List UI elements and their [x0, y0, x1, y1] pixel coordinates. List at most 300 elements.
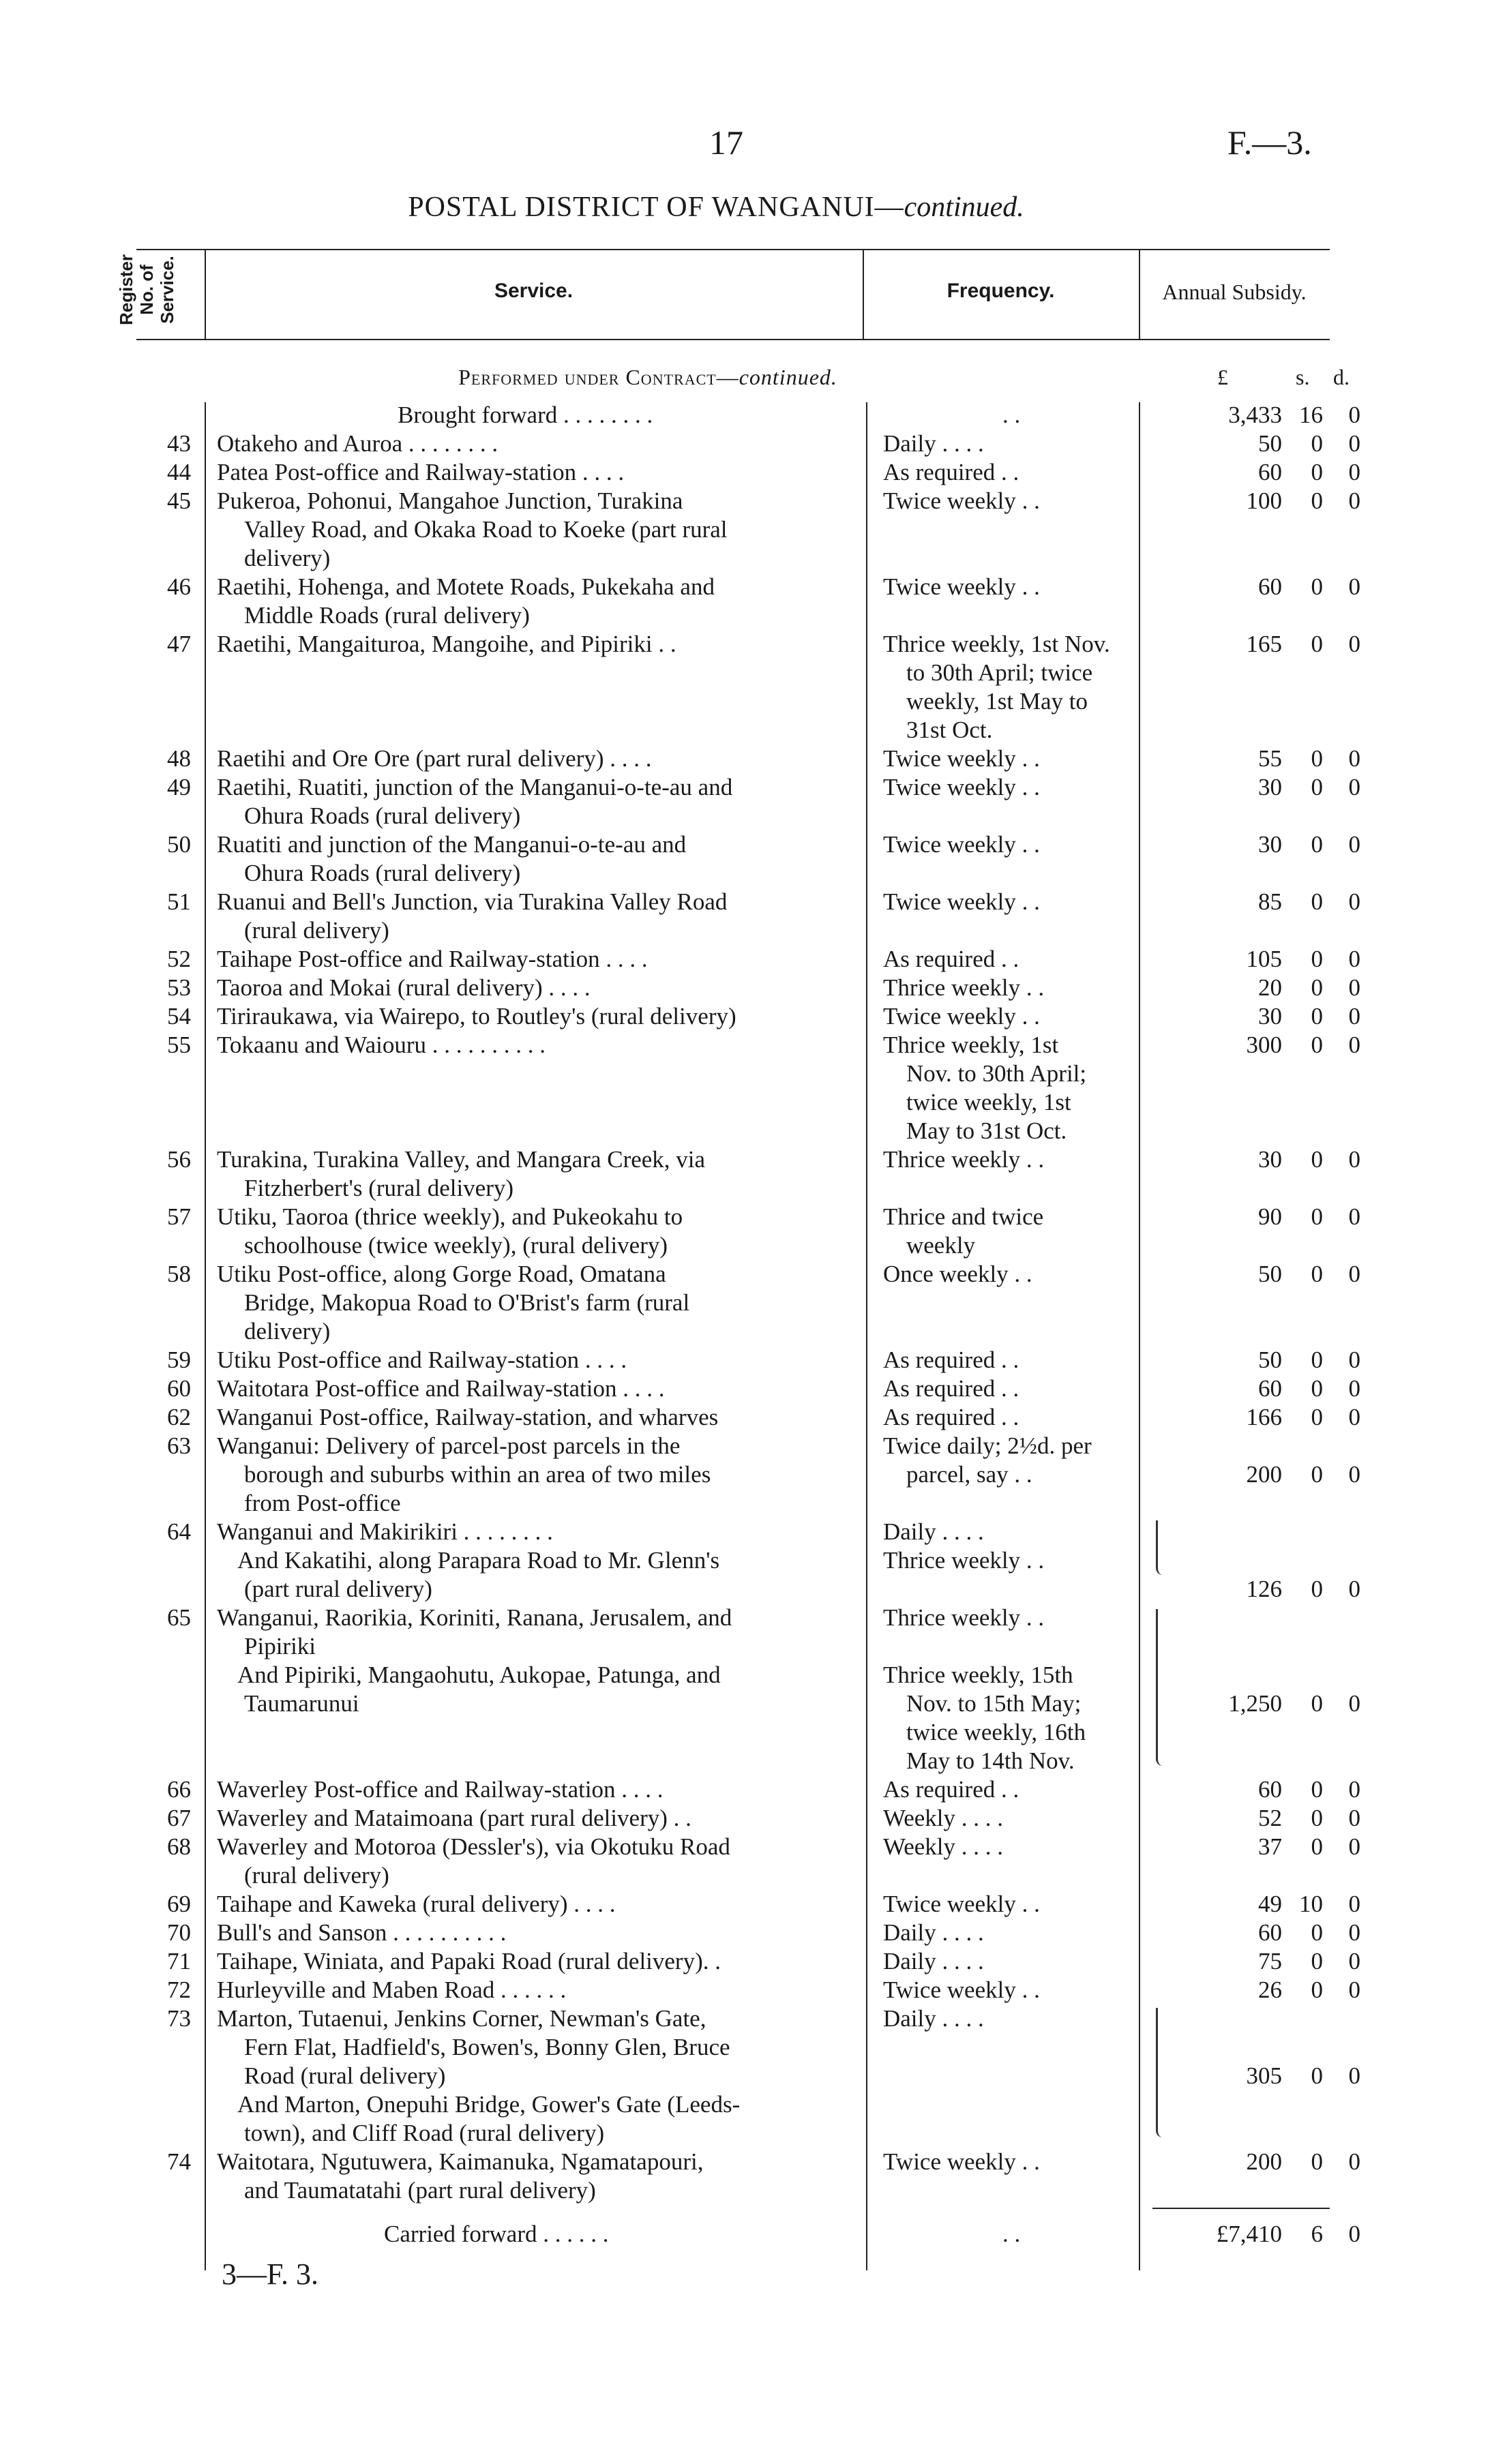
register-number: 70 — [167, 1919, 191, 1946]
service-line: town), and Cliff Road (rural delivery) — [244, 2120, 605, 2146]
frequency-line: Nov. to 15th May; — [906, 1690, 1082, 1717]
service-line: Pipiriki — [244, 1633, 316, 1659]
frequency-line: 31st Oct. — [906, 717, 993, 743]
service-line: Valley Road, and Okaka Road to Koeke (part rural — [244, 516, 728, 543]
frequency-line: . . — [1002, 2221, 1021, 2247]
frequency-cell — [883, 430, 1135, 458]
service-line: Utiku, Taoroa (thrice weekly), and Pukeokahu to — [217, 1203, 683, 1230]
frequency-line: Thrice weekly . . — [883, 974, 1045, 1001]
subsidy-shillings: 0 — [1311, 1776, 1323, 1803]
service-line: Hurleyville and Maben Road . . . . . . — [217, 1977, 567, 2003]
subsidy-pence: 0 — [1348, 1919, 1360, 1946]
service-line: Taihape, Winiata, and Papaki Road (rural delivery). . — [217, 1948, 721, 1974]
frequency-line: Thrice weekly, 1st Nov. — [883, 631, 1110, 657]
service-cell — [217, 1002, 848, 1031]
subsidy-shillings: 0 — [1311, 946, 1323, 972]
frequency-line: May to 14th Nov. — [906, 1747, 1075, 1774]
subsidy-pence: 0 — [1348, 831, 1360, 858]
subsidy-shillings: 0 — [1311, 631, 1323, 657]
service-line: (rural delivery) — [244, 917, 389, 944]
frequency-line: Thrice weekly, 15th — [883, 1662, 1073, 1688]
service-line: Brought forward . . . . . . . . — [398, 402, 653, 428]
subsidy-shillings: 0 — [1311, 430, 1323, 457]
frequency-cell — [883, 1775, 1135, 1804]
register-number: 46 — [167, 573, 191, 600]
register-number: 50 — [167, 831, 191, 858]
subsidy-pence: 0 — [1348, 774, 1360, 800]
service-line: Ohura Roads (rural delivery) — [244, 802, 521, 829]
service-line: Road (rural delivery) — [244, 2062, 446, 2089]
frequency-cell — [883, 1432, 1135, 1489]
service-cell — [217, 1833, 848, 1890]
service-cell — [217, 1919, 848, 1947]
subsidy-pence: 0 — [1348, 1690, 1360, 1717]
page-title: POSTAL DISTRICT OF WANGANUI—continued. — [408, 192, 1024, 223]
service-line: delivery) — [244, 545, 331, 571]
subsidy-pence: 0 — [1348, 1375, 1360, 1402]
frequency-cell — [883, 1890, 1135, 1919]
subsidy-pounds: £7,410 — [1216, 2221, 1282, 2247]
subsidy-pounds: 60 — [1258, 1919, 1282, 1946]
subsidy-shillings: 0 — [1311, 1576, 1323, 1602]
service-cell — [217, 2004, 848, 2148]
subsidy-pounds: 30 — [1258, 831, 1282, 858]
service-line: (rural delivery) — [244, 1862, 389, 1889]
frequency-cell — [883, 830, 1135, 859]
service-line: Patea Post-office and Railway-station . . . . — [217, 459, 625, 485]
register-number: 47 — [167, 631, 191, 657]
subsidy-pence: 0 — [1348, 1891, 1360, 1917]
subsidy-pounds: 60 — [1258, 459, 1282, 485]
subsidy-shillings: 0 — [1311, 1833, 1323, 1860]
subsidy-pence: 0 — [1348, 1404, 1360, 1430]
subsidy-pence: 0 — [1348, 1833, 1360, 1860]
frequency-line: As required . . — [883, 1776, 1019, 1803]
register-number: 51 — [167, 888, 191, 915]
service-line: Utiku Post-office and Railway-station . . . . — [217, 1347, 627, 1373]
service-cell — [217, 430, 848, 458]
register-number: 53 — [167, 974, 191, 1001]
subsidy-pence: 0 — [1348, 631, 1360, 657]
frequency-line: parcel, say . . — [906, 1461, 1032, 1488]
service-line: Ruatiti and junction of the Manganui-o-te-au and — [217, 831, 687, 858]
frequency-line: Weekly . . . . — [883, 1805, 1004, 1831]
service-line: Raetihi, Mangaituroa, Mangoihe, and Pipiriki . . — [217, 631, 676, 657]
frequency-line: As required . . — [883, 1375, 1019, 1402]
service-cell — [217, 745, 848, 773]
column-rule — [205, 402, 206, 2270]
service-line: And Pipiriki, Mangaohutu, Aukopae, Patunga, and — [237, 1662, 721, 1688]
frequency-line: Thrice weekly . . — [883, 1146, 1045, 1173]
frequency-line: As required . . — [883, 946, 1019, 972]
service-line: delivery) — [244, 1318, 331, 1344]
service-cell — [217, 1804, 848, 1833]
subsidy-shillings: 10 — [1299, 1891, 1323, 1917]
subsidy-shillings: 0 — [1311, 745, 1323, 772]
register-number: 74 — [167, 2148, 191, 2175]
subsidy-shillings: 16 — [1299, 402, 1323, 428]
register-number: 48 — [167, 745, 191, 772]
frequency-cell — [883, 1346, 1135, 1374]
subsidy-pounds: 166 — [1246, 1404, 1282, 1430]
register-number: 56 — [167, 1146, 191, 1173]
service-cell — [217, 773, 848, 830]
unit-shillings: s. — [1296, 365, 1310, 389]
frequency-line: Thrice weekly . . — [883, 1604, 1045, 1631]
register-number: 63 — [167, 1432, 191, 1459]
register-number: 43 — [167, 430, 191, 457]
frequency-line: Twice weekly . . — [883, 1977, 1040, 2003]
frequency-cell — [883, 888, 1135, 916]
frequency-cell — [883, 1203, 1135, 1260]
frequency-line: weekly, 1st May to — [906, 688, 1088, 715]
register-number: 44 — [167, 459, 191, 485]
register-number: 65 — [167, 1604, 191, 1631]
subsidy-pounds: 50 — [1258, 1261, 1282, 1287]
service-cell — [217, 1145, 848, 1203]
subsidy-pounds: 30 — [1258, 774, 1282, 800]
subsidy-pounds: 126 — [1246, 1576, 1282, 1602]
service-cell — [217, 1031, 848, 1060]
subsidy-shillings: 0 — [1311, 1146, 1323, 1173]
subsidy-pounds: 30 — [1258, 1003, 1282, 1030]
service-cell — [217, 401, 1028, 430]
page-number: 17 — [709, 123, 743, 162]
subsidy-pence: 0 — [1348, 430, 1360, 457]
subsidy-pounds: 60 — [1258, 573, 1282, 600]
service-cell — [217, 830, 848, 888]
subsidy-pounds: 20 — [1258, 974, 1282, 1001]
service-line: Raetihi and Ore Ore (part rural delivery) . . . . — [217, 745, 652, 772]
subsidy-pence: 0 — [1348, 2221, 1360, 2247]
frequency-cell — [883, 1260, 1135, 1289]
subsidy-shillings: 0 — [1311, 1203, 1323, 1230]
subsidy-shillings: 0 — [1311, 1003, 1323, 1030]
frequency-line: Twice weekly . . — [883, 573, 1040, 600]
service-line: Waitotara Post-office and Railway-station . . . . — [217, 1375, 665, 1402]
register-number: 59 — [167, 1347, 191, 1373]
service-line: borough and suburbs within an area of two miles — [244, 1461, 711, 1488]
frequency-line: to 30th April; twice — [906, 659, 1093, 686]
register-number: 69 — [167, 1891, 191, 1917]
column-header-service: Service. — [494, 280, 573, 302]
frequency-line: Daily . . . . — [883, 430, 984, 457]
frequency-cell — [883, 2148, 1135, 2176]
frequency-cell — [883, 745, 1135, 773]
frequency-line: Twice weekly . . — [883, 831, 1040, 858]
service-cell — [217, 1976, 848, 2004]
register-number: 49 — [167, 774, 191, 800]
service-line: (part rural delivery) — [244, 1576, 432, 1602]
subsidy-pence: 0 — [1348, 974, 1360, 1001]
frequency-line: . . — [1002, 402, 1021, 428]
subsidy-pence: 0 — [1348, 1203, 1360, 1230]
service-cell — [217, 945, 848, 974]
subsidy-pence: 0 — [1348, 2148, 1360, 2175]
frequency-line: twice weekly, 16th — [906, 1719, 1086, 1745]
subsidy-pence: 0 — [1348, 573, 1360, 600]
frequency-cell — [883, 630, 1135, 745]
service-line: and Taumatatahi (part rural delivery) — [244, 2177, 596, 2204]
service-line: Turakina, Turakina Valley, and Mangara Creek, via — [217, 1146, 706, 1173]
register-number: 54 — [167, 1003, 191, 1030]
subsidy-pounds: 26 — [1258, 1977, 1282, 2003]
service-line: Fitzherbert's (rural delivery) — [244, 1175, 514, 1201]
service-cell — [217, 1890, 848, 1919]
subsidy-pence: 0 — [1348, 745, 1360, 772]
service-line: Raetihi, Ruatiti, junction of the Manganui-o-te-au and — [217, 774, 733, 800]
subsidy-pence: 0 — [1348, 487, 1360, 514]
service-line: Wanganui and Makirikiri . . . . . . . . — [217, 1518, 553, 1545]
frequency-line: Twice weekly . . — [883, 774, 1040, 800]
frequency-line: Thrice weekly, 1st — [883, 1032, 1059, 1058]
service-line: And Marton, Onepuhi Bridge, Gower's Gate (Leeds- — [237, 2091, 741, 2118]
frequency-cell — [883, 458, 1135, 487]
frequency-cell — [883, 1947, 1135, 1976]
frequency-cell — [883, 1374, 1135, 1403]
column-header-register: Register No. of Service. — [116, 254, 177, 326]
subsidy-pence: 0 — [1348, 888, 1360, 915]
frequency-line — [883, 1632, 1135, 1661]
frequency-cell — [883, 773, 1135, 802]
subsidy-pence: 0 — [1348, 1347, 1360, 1373]
register-number: 62 — [167, 1404, 191, 1430]
subsidy-pence: 0 — [1348, 1003, 1360, 1030]
subsidy-shillings: 0 — [1311, 2148, 1323, 2175]
frequency-cell — [883, 1145, 1135, 1174]
frequency-line: Twice weekly . . — [883, 1891, 1040, 1917]
frequency-line: As required . . — [883, 459, 1019, 485]
subsidy-pounds: 100 — [1246, 487, 1282, 514]
subsidy-pounds: 50 — [1258, 1347, 1282, 1373]
column-rule — [866, 402, 867, 2270]
subsidy-shillings: 0 — [1311, 1977, 1323, 2003]
register-number: 64 — [167, 1518, 191, 1545]
service-line: Raetihi, Hohenga, and Motete Roads, Pukekaha and — [217, 573, 715, 600]
frequency-line: As required . . — [883, 1347, 1019, 1373]
service-cell — [217, 573, 848, 630]
service-line: Marton, Tutaenui, Jenkins Corner, Newman's Gate, — [217, 2005, 706, 2032]
brace — [1156, 1609, 1169, 1766]
service-line: Middle Roads (rural delivery) — [244, 602, 530, 629]
subsidy-pounds: 85 — [1258, 888, 1282, 915]
service-line: Taoroa and Mokai (rural delivery) . . . . — [217, 974, 591, 1001]
subsidy-pounds: 52 — [1258, 1805, 1282, 1831]
subsidy-pounds: 105 — [1246, 946, 1282, 972]
subsidy-shillings: 0 — [1311, 774, 1323, 800]
unit-pence: d. — [1333, 365, 1350, 389]
footer-reference: 3—F. 3. — [222, 2257, 318, 2291]
subsidy-pounds: 165 — [1246, 631, 1282, 657]
header-bottom-rule — [136, 339, 1330, 340]
service-cell — [217, 974, 848, 1002]
subsidy-shillings: 0 — [1311, 1347, 1323, 1373]
subsidy-shillings: 0 — [1311, 1032, 1323, 1058]
register-number: 57 — [167, 1203, 191, 1230]
service-cell — [217, 2148, 848, 2205]
frequency-line: Daily . . . . — [883, 1948, 984, 1974]
subsidy-pounds: 60 — [1258, 1375, 1282, 1402]
frequency-line: Twice weekly . . — [883, 487, 1040, 514]
service-cell — [217, 1432, 848, 1518]
subsidy-shillings: 0 — [1311, 2062, 1323, 2089]
subsidy-shillings: 0 — [1311, 831, 1323, 858]
service-cell — [217, 1775, 848, 1804]
frequency-line: Twice weekly . . — [883, 1003, 1040, 1030]
subsidy-shillings: 0 — [1311, 888, 1323, 915]
service-cell — [217, 1604, 848, 1718]
subsidy-pounds: 60 — [1258, 1776, 1282, 1803]
register-number: 72 — [167, 1977, 191, 2003]
frequency-line: Thrice weekly . . — [883, 1547, 1045, 1574]
service-line: Waverley and Mataimoana (part rural delivery) . . — [217, 1805, 691, 1831]
service-line: Wanganui Post-office, Railway-station, and wharves — [217, 1404, 719, 1430]
service-line: Taumarunui — [244, 1690, 359, 1717]
service-cell — [217, 1374, 848, 1403]
frequency-line: twice weekly, 1st — [906, 1089, 1071, 1115]
register-number: 52 — [167, 946, 191, 972]
total-rule — [1152, 2208, 1330, 2209]
subsidy-pence: 0 — [1348, 1576, 1360, 1602]
register-number: 60 — [167, 1375, 191, 1402]
service-line: Pukeroa, Pohonui, Mangahoe Junction, Turakina — [217, 487, 683, 514]
frequency-cell — [883, 945, 1135, 974]
register-number: 68 — [167, 1833, 191, 1860]
column-header-subsidy: Annual Subsidy. — [1162, 280, 1307, 304]
column-header-frequency: Frequency. — [947, 280, 1055, 302]
service-cell — [217, 630, 848, 659]
service-line: Fern Flat, Hadfield's, Bowen's, Bonny Glen, Bruce — [244, 2034, 730, 2060]
service-cell — [217, 1346, 848, 1374]
service-line: Tiriraukawa, via Wairepo, to Routley's (rural delivery) — [217, 1003, 736, 1030]
register-number: 71 — [167, 1948, 191, 1974]
service-line: Waverley Post-office and Railway-station . . . . — [217, 1776, 664, 1803]
subsidy-shillings: 0 — [1311, 573, 1323, 600]
subsidy-pounds: 90 — [1258, 1203, 1282, 1230]
subsidy-shillings: 0 — [1311, 1690, 1323, 1717]
frequency-line: Nov. to 30th April; — [906, 1060, 1087, 1087]
subsidy-pence: 0 — [1348, 1261, 1360, 1287]
subsidy-pounds: 37 — [1258, 1833, 1282, 1860]
section-heading: Performed under Contract—continued. — [458, 365, 837, 389]
subsidy-pence: 0 — [1348, 1948, 1360, 1974]
service-cell — [217, 2220, 1015, 2249]
register-number: 66 — [167, 1776, 191, 1803]
frequency-line: Twice weekly . . — [883, 745, 1040, 772]
service-line: Ruanui and Bell's Junction, via Turakina Valley Road — [217, 888, 728, 915]
brace — [1156, 1520, 1169, 1575]
frequency-line: May to 31st Oct. — [906, 1117, 1067, 1144]
subsidy-shillings: 0 — [1311, 487, 1323, 514]
service-line: And Kakatihi, along Parapara Road to Mr. Glenn's — [237, 1547, 720, 1574]
service-cell — [217, 888, 848, 945]
service-line: Wanganui, Raorikia, Koriniti, Ranana, Jerusalem, and — [217, 1604, 732, 1631]
frequency-cell — [883, 1002, 1135, 1031]
frequency-line: Twice daily; 2½d. per — [883, 1432, 1092, 1459]
frequency-cell — [883, 573, 1135, 601]
subsidy-pence: 0 — [1348, 2062, 1360, 2089]
frequency-cell — [883, 2004, 1135, 2033]
frequency-cell — [883, 1919, 1135, 1947]
frequency-cell — [883, 487, 1135, 515]
page-reference: F.—3. — [1227, 123, 1312, 162]
frequency-cell — [883, 1031, 1135, 1145]
subsidy-pounds: 305 — [1246, 2062, 1282, 2089]
subsidy-pence: 0 — [1348, 946, 1360, 972]
frequency-cell — [883, 1403, 1135, 1432]
frequency-cell — [883, 1518, 1135, 1575]
service-line: Wanganui: Delivery of parcel-post parcels in the — [217, 1432, 681, 1459]
register-number: 73 — [167, 2005, 191, 2032]
subsidy-pounds: 30 — [1258, 1146, 1282, 1173]
service-line: Bridge, Makopua Road to O'Brist's farm (rural — [244, 1289, 690, 1316]
subsidy-pounds: 3,433 — [1228, 402, 1282, 428]
column-rule — [1139, 402, 1140, 2270]
register-number: 55 — [167, 1032, 191, 1058]
subsidy-pence: 0 — [1348, 1805, 1360, 1831]
subsidy-pounds: 49 — [1258, 1891, 1282, 1917]
service-line: Tokaanu and Waiouru . . . . . . . . . . — [217, 1032, 546, 1058]
frequency-line: Daily . . . . — [883, 1518, 984, 1545]
frequency-line: weekly — [906, 1232, 976, 1259]
service-cell — [217, 1203, 848, 1260]
frequency-cell — [883, 1604, 1135, 1775]
frequency-line: Once weekly . . — [883, 1261, 1032, 1287]
service-cell — [217, 1947, 848, 1976]
service-line: from Post-office — [244, 1490, 401, 1516]
service-line: Bull's and Sanson . . . . . . . . . . — [217, 1919, 507, 1946]
subsidy-shillings: 0 — [1311, 1375, 1323, 1402]
subsidy-shillings: 0 — [1311, 1404, 1323, 1430]
service-cell — [217, 1403, 848, 1432]
frequency-line: Thrice and twice — [883, 1203, 1044, 1230]
subsidy-pounds: 50 — [1258, 430, 1282, 457]
subsidy-pence: 0 — [1348, 402, 1360, 428]
frequency-line: As required . . — [883, 1404, 1019, 1430]
header-top-rule — [136, 249, 1330, 250]
subsidy-shillings: 0 — [1311, 974, 1323, 1001]
service-cell — [217, 487, 848, 573]
service-line: Waverley and Motoroa (Dessler's), via Okotuku Road — [217, 1833, 730, 1860]
subsidy-pence: 0 — [1348, 1032, 1360, 1058]
service-line: Taihape Post-office and Railway-station . . . . — [217, 946, 648, 972]
service-line: Carried forward . . . . . . — [384, 2221, 609, 2247]
subsidy-pounds: 300 — [1246, 1032, 1282, 1058]
subsidy-shillings: 0 — [1311, 1261, 1323, 1287]
unit-pounds: £ — [1217, 365, 1228, 389]
service-line: Waitotara, Ngutuwera, Kaimanuka, Ngamatapouri, — [217, 2148, 704, 2175]
subsidy-shillings: 0 — [1311, 1948, 1323, 1974]
subsidy-pounds: 55 — [1258, 745, 1282, 772]
frequency-cell — [883, 1976, 1135, 2004]
service-cell — [217, 458, 848, 487]
frequency-line: Twice weekly . . — [883, 888, 1040, 915]
subsidy-pence: 0 — [1348, 1977, 1360, 2003]
subsidy-pence: 0 — [1348, 1146, 1360, 1173]
subsidy-shillings: 0 — [1311, 1919, 1323, 1946]
service-line: Ohura Roads (rural delivery) — [244, 860, 521, 886]
subsidy-pence: 0 — [1348, 1461, 1360, 1488]
service-line: schoolhouse (twice weekly), (rural delivery) — [244, 1232, 668, 1259]
register-number: 45 — [167, 487, 191, 514]
subsidy-pence: 0 — [1348, 459, 1360, 485]
subsidy-shillings: 6 — [1311, 2221, 1323, 2247]
register-number: 67 — [167, 1805, 191, 1831]
subsidy-shillings: 0 — [1311, 1461, 1323, 1488]
register-number: 58 — [167, 1261, 191, 1287]
subsidy-pounds: 75 — [1258, 1948, 1282, 1974]
subsidy-pounds: 200 — [1246, 2148, 1282, 2175]
